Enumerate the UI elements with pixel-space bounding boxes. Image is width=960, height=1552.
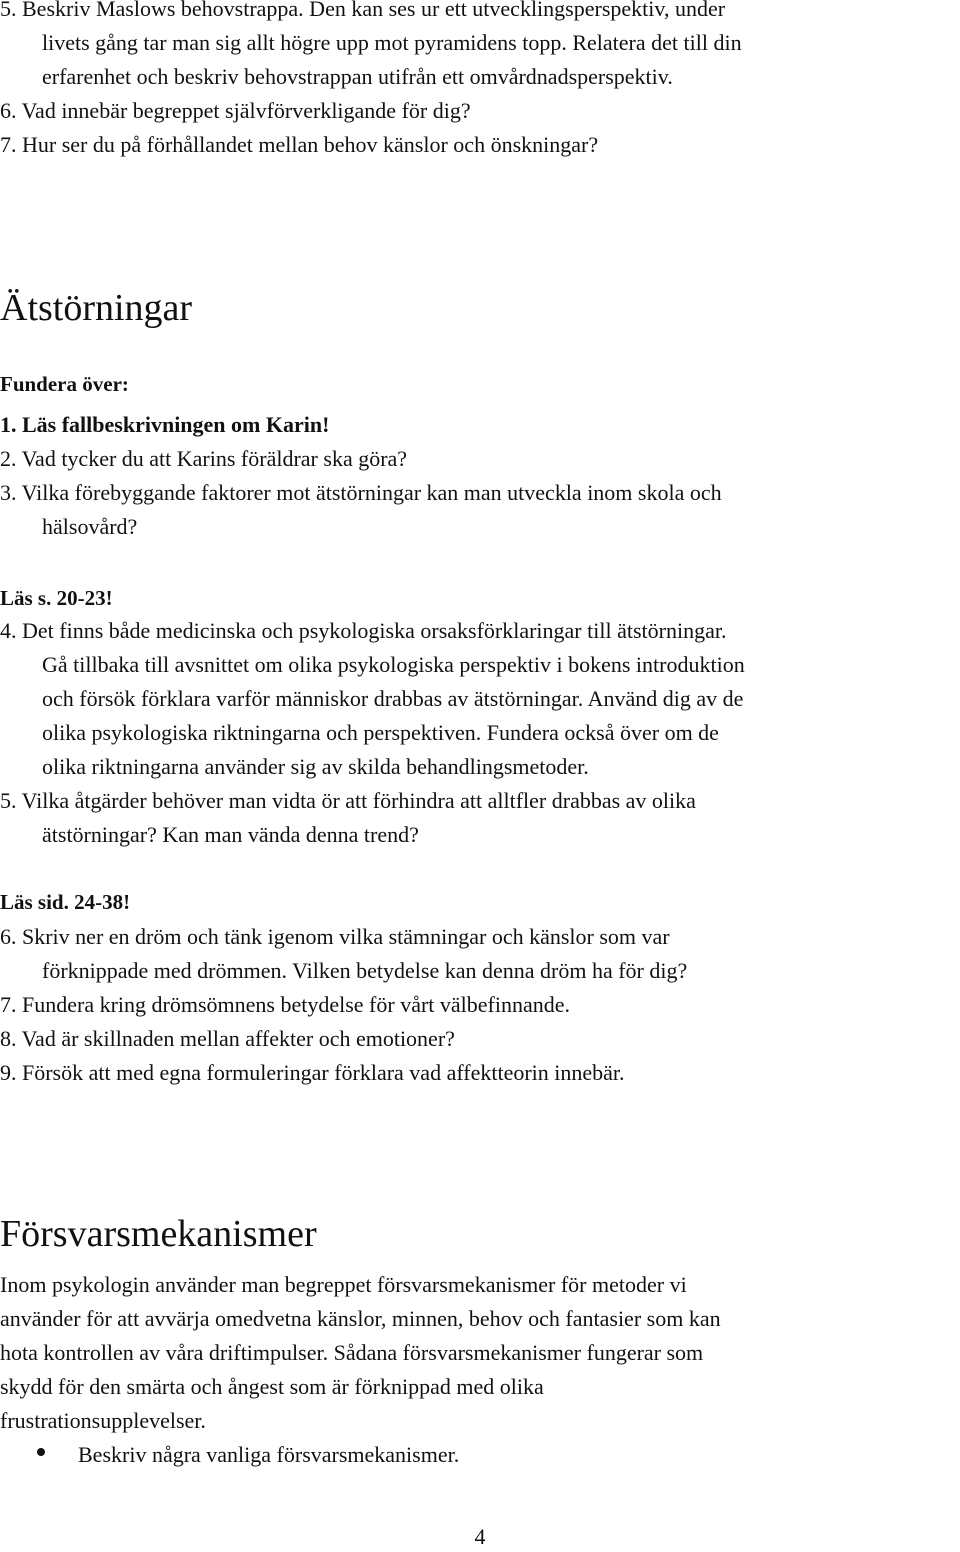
item-3-line-1 [0,478,722,508]
item-3-line-2: hälsovård? [42,514,138,539]
item-text: Försök att med egna formuleringar förklara vad affektteorin innebär. [22,1060,625,1085]
item-text: Fundera kring drömsömnens betydelse för vårt välbefinnande. [22,992,571,1017]
page-number: 4 [474,1524,486,1549]
question-5-line-1 [0,0,725,24]
heading-forsvarsmekanismer: Försvarsmekanismer [0,1213,317,1255]
item-number: 2. [0,446,17,471]
item-6-line-2: förknippade med drömmen. Vilken betydelse kan denna dröm ha för dig? [42,958,688,983]
item-number: 7. [0,992,17,1017]
reading-note-2: Läs sid. 24-38! [0,890,131,914]
item-9 [0,1058,625,1088]
item-5-line-2: ätstörningar? Kan man vända denna trend? [42,822,419,847]
question-5-line-2: livets gång tar man sig allt högre upp mot pyramidens topp. Relatera det till din [42,30,742,55]
question-text: Beskriv Maslows behovstrappa. Den kan ses ur ett utvecklingsperspektiv, under [22,0,726,21]
reading-note-1: Läs s. 20-23! [0,586,113,610]
paragraph-line-5: frustrationsupplevelser. [0,1408,206,1433]
question-text: Hur ser du på förhållandet mellan behov känslor och önskningar? [22,132,599,157]
item-1 [0,410,329,440]
question-6 [0,96,471,126]
item-number: 5. [0,788,17,813]
subheading-fundera: Fundera över: [0,372,129,396]
item-number: 4. [0,618,17,643]
question-5-line-3: erfarenhet och beskriv behovstrappan utifrån ett omvårdnadsperspektiv. [42,64,673,89]
item-number: 9. [0,1060,17,1085]
heading-atstorningar: Ätstörningar [0,287,193,329]
item-2 [0,444,407,474]
item-text: Vilka förebyggande faktorer mot ätstörningar kan man utveckla inom skola och [21,480,722,505]
question-7 [0,130,598,160]
paragraph-line-3: hota kontrollen av våra driftimpulser. Sådana försvarsmekanismer fungerar som [0,1340,704,1365]
item-6-line-1 [0,922,670,952]
item-4-line-5: olika riktningarna använder sig av skilda behandlingsmetoder. [42,754,589,779]
item-7 [0,990,570,1020]
item-text: Vilka åtgärder behöver man vidta ör att förhindra att alltfler drabbas av olika [21,788,696,813]
question-text: Vad innebär begreppet självförverkligande för dig? [21,98,471,123]
bullet-item-1: Beskriv några vanliga försvarsmekanismer. [78,1442,460,1467]
question-number: 7. [0,132,17,157]
question-number: 5. [0,0,17,21]
item-text: Det finns både medicinska och psykologiska orsaksförklaringar till ätstörningar. [22,618,727,643]
item-text: Vad är skillnaden mellan affekter och emotioner? [21,1026,455,1051]
item-text: Läs fallbeskrivningen om Karin! [22,412,330,437]
item-8 [0,1024,455,1054]
item-4-line-1 [0,616,726,646]
item-text: Vad tycker du att Karins föräldrar ska göra? [21,446,408,471]
item-number: 6. [0,924,17,949]
paragraph-line-2: använder för att avvärja omedvetna känslor, minnen, behov och fantasier som kan [0,1306,721,1331]
item-4-line-2: Gå tillbaka till avsnittet om olika psykologiska perspektiv i bokens introduktion [42,652,745,677]
paragraph-line-1: Inom psykologin använder man begreppet försvarsmekanismer för metoder vi [0,1272,687,1297]
item-number: 3. [0,480,17,505]
bullet-icon [37,1448,45,1456]
question-number: 6. [0,98,17,123]
item-4-line-4: olika psykologiska riktningarna och perspektiven. Fundera också över om de [42,720,719,745]
item-text: Skriv ner en dröm och tänk igenom vilka stämningar och känslor som var [22,924,670,949]
item-5-line-1 [0,786,696,816]
item-number: 8. [0,1026,17,1051]
item-number: 1. [0,412,17,437]
item-4-line-3: och försök förklara varför människor drabbas av ätstörningar. Använd dig av de [42,686,744,711]
paragraph-line-4: skydd för den smärta och ångest som är förknippad med olika [0,1374,544,1399]
